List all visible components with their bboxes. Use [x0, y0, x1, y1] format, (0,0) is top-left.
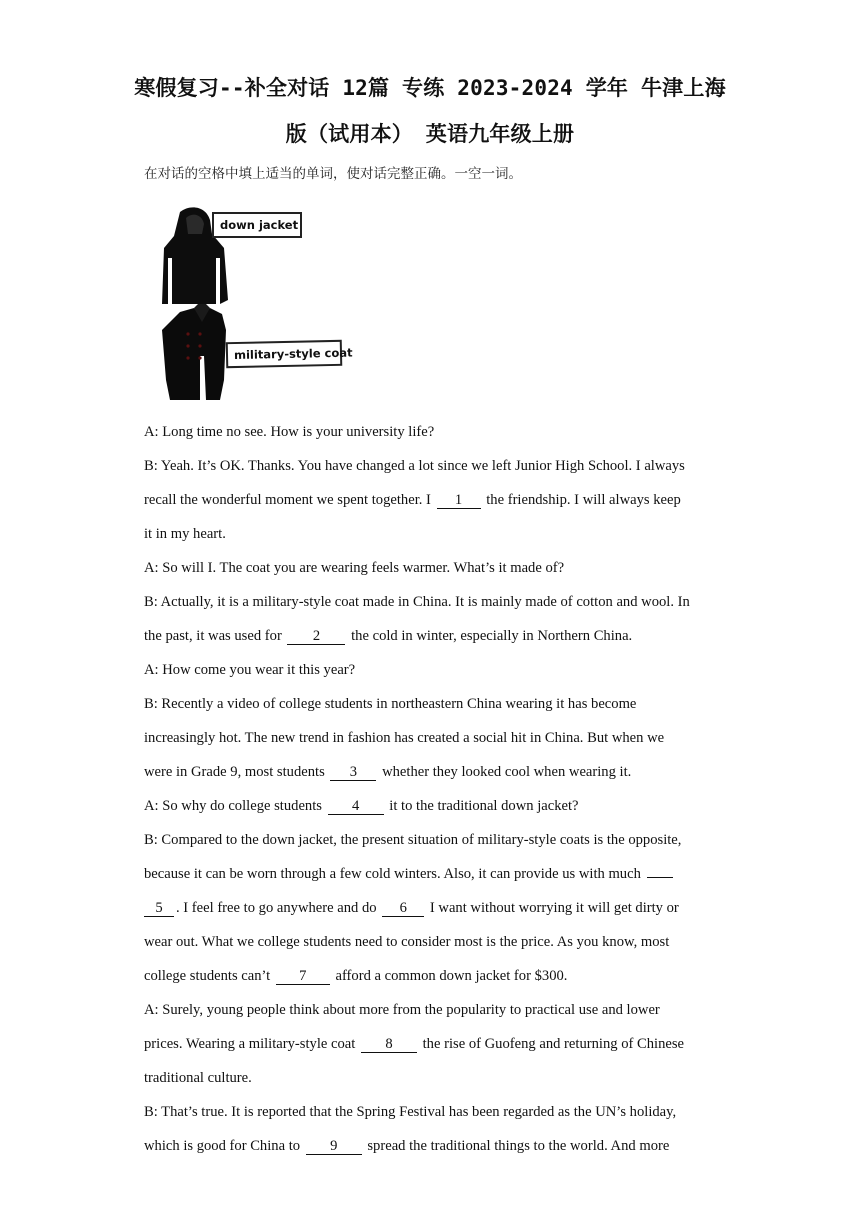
- line-text: B: Actually, it is a military-style coat made in China. It is mainly made of cotton and wool. In: [144, 594, 690, 610]
- dialogue-line: [144, 925, 718, 959]
- answer-blank-5-start[interactable]: [647, 877, 673, 878]
- dialogue-line: [144, 687, 718, 721]
- line-text: B: Recently a video of college students in northeastern China wearing it has become: [144, 696, 637, 712]
- dialogue-line: [144, 1061, 718, 1095]
- line-text: afford a common down jacket for $300.: [335, 968, 568, 984]
- line-text: the friendship. I will always keep: [486, 492, 681, 508]
- military-coat-label: military-style coat: [226, 340, 343, 368]
- dialogue-line: [144, 755, 718, 789]
- answer-blank-1[interactable]: 1: [437, 492, 481, 509]
- document-title-line-2: 版（试用本） 英语九年级上册: [285, 122, 575, 146]
- dialogue-line: [144, 619, 718, 653]
- instruction-text: 在对话的空格中填上适当的单词，使对话完整正确。一空一词。: [144, 166, 522, 182]
- line-text: the rise of Guofeng and returning of Chinese: [422, 1036, 685, 1052]
- clothing-figure: [150, 200, 353, 406]
- answer-blank-4[interactable]: 4: [328, 798, 384, 815]
- line-text: the past, it was used for: [144, 628, 282, 644]
- down-jacket-label: down jacket: [212, 212, 302, 238]
- answer-blank-2[interactable]: 2: [287, 628, 345, 645]
- answer-blank-8[interactable]: 8: [361, 1036, 417, 1053]
- answer-blank-3[interactable]: 3: [330, 764, 376, 781]
- dialogue-line: [144, 959, 718, 993]
- line-text: the cold in winter, especially in Northern China.: [351, 628, 633, 644]
- answer-blank-9[interactable]: 9: [306, 1138, 362, 1155]
- line-text: B: Compared to the down jacket, the present situation of military-style coats is the opposite,: [144, 832, 682, 848]
- line-text: whether they looked cool when wearing it.: [382, 764, 632, 780]
- line-text: traditional culture.: [144, 1070, 252, 1086]
- line-text: increasingly hot. The new trend in fashion has created a social hit in China. But when we: [144, 730, 665, 746]
- line-text: college students can’t: [144, 968, 271, 984]
- line-text: B: That’s true. It is reported that the Spring Festival has been regarded as the UN’s holiday,: [144, 1104, 677, 1120]
- line-text: it to the traditional down jacket?: [389, 798, 579, 814]
- dialogue-line: [144, 415, 718, 449]
- dialogue-line: [144, 891, 718, 925]
- line-text: A: So why do college students: [144, 798, 322, 814]
- line-text: A: How come you wear it this year?: [144, 662, 356, 678]
- dialogue-line: [144, 857, 718, 891]
- answer-blank-6[interactable]: 6: [382, 900, 424, 917]
- line-text: A: Long time no see. How is your university life?: [144, 424, 435, 440]
- line-text: which is good for China to: [144, 1138, 301, 1154]
- dialogue-line: [144, 993, 718, 1027]
- dialogue-line: [144, 551, 718, 585]
- dialogue-line: [144, 1027, 718, 1061]
- dialogue-line: [144, 653, 718, 687]
- military-coat-icon: [162, 304, 226, 400]
- line-text: I want without worrying it will get dirty or: [429, 900, 679, 916]
- dialogue-line: [144, 449, 718, 483]
- line-text: it in my heart.: [144, 526, 226, 542]
- line-text: wear out. What we college students need to consider most is the price. As you know, most: [144, 934, 670, 950]
- dialogue-line: [144, 1095, 718, 1129]
- line-text: A: So will I. The coat you are wearing feels warmer. What’s it made of?: [144, 560, 565, 576]
- dialogue-line: [144, 823, 718, 857]
- line-text: prices. Wearing a military-style coat: [144, 1036, 356, 1052]
- dialogue-line: [144, 1129, 718, 1163]
- dialogue-line: [144, 483, 718, 517]
- dialogue-line: [144, 721, 718, 755]
- line-text: . I feel free to go anywhere and do: [176, 900, 377, 916]
- dialogue-line: [144, 789, 718, 823]
- line-text: spread the traditional things to the world. And more: [367, 1138, 670, 1154]
- document-title-line-1: 寒假复习--补全对话 12篇 专练 2023-2024 学年 牛津上海: [134, 76, 726, 100]
- line-text: B: Yeah. It’s OK. Thanks. You have changed a lot since we left Junior High School. I always: [144, 458, 685, 474]
- line-text: because it can be worn through a few cold winters. Also, it can provide us with much: [144, 866, 641, 882]
- line-text: were in Grade 9, most students: [144, 764, 325, 780]
- dialogue-line: [144, 585, 718, 619]
- line-text: A: Surely, young people think about more from the popularity to practical use and lower: [144, 1002, 660, 1018]
- answer-blank-7[interactable]: 7: [276, 968, 330, 985]
- answer-blank-5[interactable]: 5: [144, 900, 174, 917]
- dialogue-line: [144, 517, 718, 551]
- line-text: recall the wonderful moment we spent together. I: [144, 492, 431, 508]
